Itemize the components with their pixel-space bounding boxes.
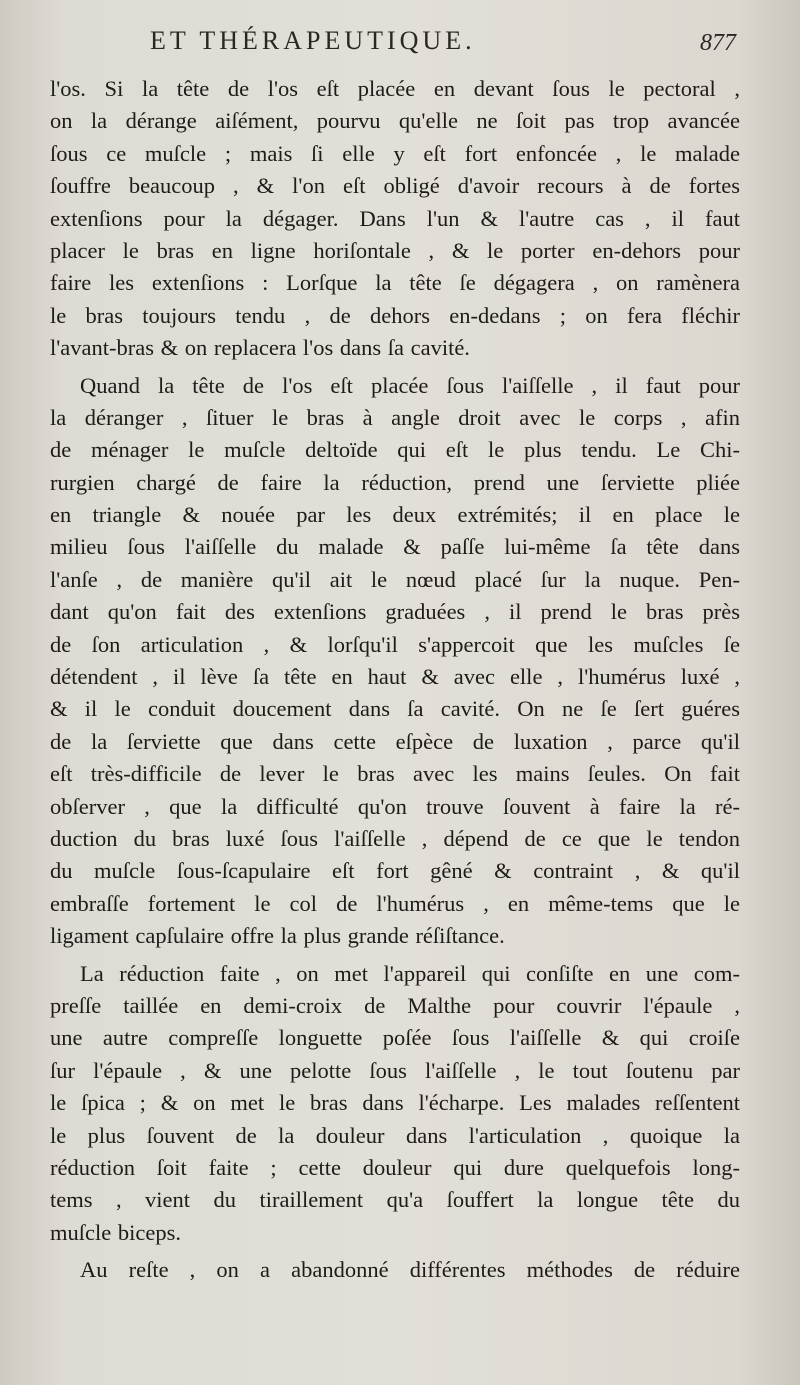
text-line: l'os. Si la tête de l'os eſt placée en devant ſous le pectoral ,	[50, 76, 740, 101]
text-line: dant qu'on fait des extenſions graduées , il prend le bras près	[50, 599, 740, 625]
text-line: faire les extenſions : Lorſque la tête ſe dégagera , on ramènera	[50, 270, 740, 296]
text-line: ſur l'épaule , & une pelotte ſous l'aiſſelle , le tout ſoutenu par	[50, 1057, 740, 1083]
text-line: la déranger , ſituer le bras à angle droit avec le corps , afin	[50, 404, 740, 430]
text-line: l'avant-bras & on replacera l'os dans ſa cavité.	[50, 335, 470, 361]
text-line: duction du bras luxé ſous l'aiſſelle , dépend de ce que le tendon	[50, 825, 740, 851]
text-line: réduction ſoit faite ; cette douleur qui dure quelquefois long-	[50, 1154, 740, 1180]
text-line: ligament capſulaire offre la plus grande réſiſtance.	[50, 923, 505, 949]
text-line: de ménager le muſcle deltoïde qui eſt le plus tendu. Le Chi-	[50, 437, 740, 463]
text-line: du muſcle ſous-ſcapulaire eſt fort gêné & contraint , & qu'il	[50, 858, 740, 884]
text-line: détendent , il lève ſa tête en haut & avec elle , l'humérus luxé ,	[50, 664, 740, 690]
running-head-title: ET THÉRAPEUTIQUE.	[150, 26, 476, 55]
text-line: eſt très-difficile de lever le bras avec les mains ſeules. On fait	[50, 761, 740, 787]
text-line: tems , vient du tiraillement qu'a ſouffert la longue tête du	[50, 1187, 740, 1213]
text-line: le plus ſouvent de la douleur dans l'articulation , quoique la	[50, 1122, 740, 1148]
text-line: en triangle & nouée par les deux extrémités; il en place le	[50, 502, 740, 528]
text-line: preſſe taillée en demi-croix de Malthe pour couvrir l'épaule ,	[50, 992, 740, 1018]
text-line: le bras toujours tendu , de dehors en-dedans ; on fera fléchir	[50, 302, 740, 328]
text-line: le ſpica ; & on met le bras dans l'écharpe. Les malades reſſentent	[50, 1090, 740, 1116]
text-line: rurgien chargé de faire la réduction, prend une ſerviette pliée	[50, 469, 740, 495]
text-line: & il le conduit doucement dans ſa cavité. On ne ſe ſert guéres	[50, 696, 740, 722]
text-line: de la ſerviette que dans cette eſpèce de luxation , parce qu'il	[50, 728, 740, 754]
text-line: placer le bras en ligne horiſontale , & le porter en-dehors pour	[50, 237, 740, 263]
text-line: Quand la tête de l'os eſt placée ſous l'aiſſelle , il faut pour	[80, 372, 740, 398]
paragraph	[50, 73, 740, 365]
paragraph	[50, 958, 740, 1250]
text-line: muſcle biceps.	[50, 1219, 181, 1245]
text-line: l'anſe , de manière qu'il ait le nœud placé ſur la nuque. Pen-	[50, 566, 740, 592]
text-line: La réduction faite , on met l'appareil qui conſiſte en une com-	[80, 960, 740, 986]
text-line: extenſions pour la dégager. Dans l'un & l'autre cas , il faut	[50, 205, 740, 231]
text-line: embraſſe fortement le col de l'humérus , en même-tems que le	[50, 890, 740, 916]
text-line: ſous ce muſcle ; mais ſi elle y eſt fort enfoncée , le malade	[50, 140, 740, 166]
text-line: de ſon articulation , & lorſqu'il s'appercoit que les muſcles ſe	[50, 631, 740, 657]
text-line: milieu ſous l'aiſſelle du malade & paſſe lui-même ſa tête dans	[50, 534, 740, 560]
body-text	[50, 73, 740, 1286]
page-number: 877	[700, 30, 736, 56]
text-line: ſouffre beaucoup , & l'on eſt obligé d'avoir recours à de fortes	[50, 173, 740, 199]
running-head	[0, 24, 800, 64]
text-line: Au reſte , on a abandonné différentes méthodes de réduire	[80, 1257, 740, 1283]
text-line: une autre compreſſe longuette poſée ſous l'aiſſelle & qui croiſe	[50, 1025, 740, 1051]
paragraph	[50, 370, 740, 953]
text-line: obſerver , que la difficulté qu'on trouve ſouvent à faire la ré-	[50, 793, 740, 819]
paragraph	[50, 1254, 740, 1286]
text-line: on la dérange aiſément, pourvu qu'elle ne ſoit pas trop avancée	[50, 108, 740, 134]
